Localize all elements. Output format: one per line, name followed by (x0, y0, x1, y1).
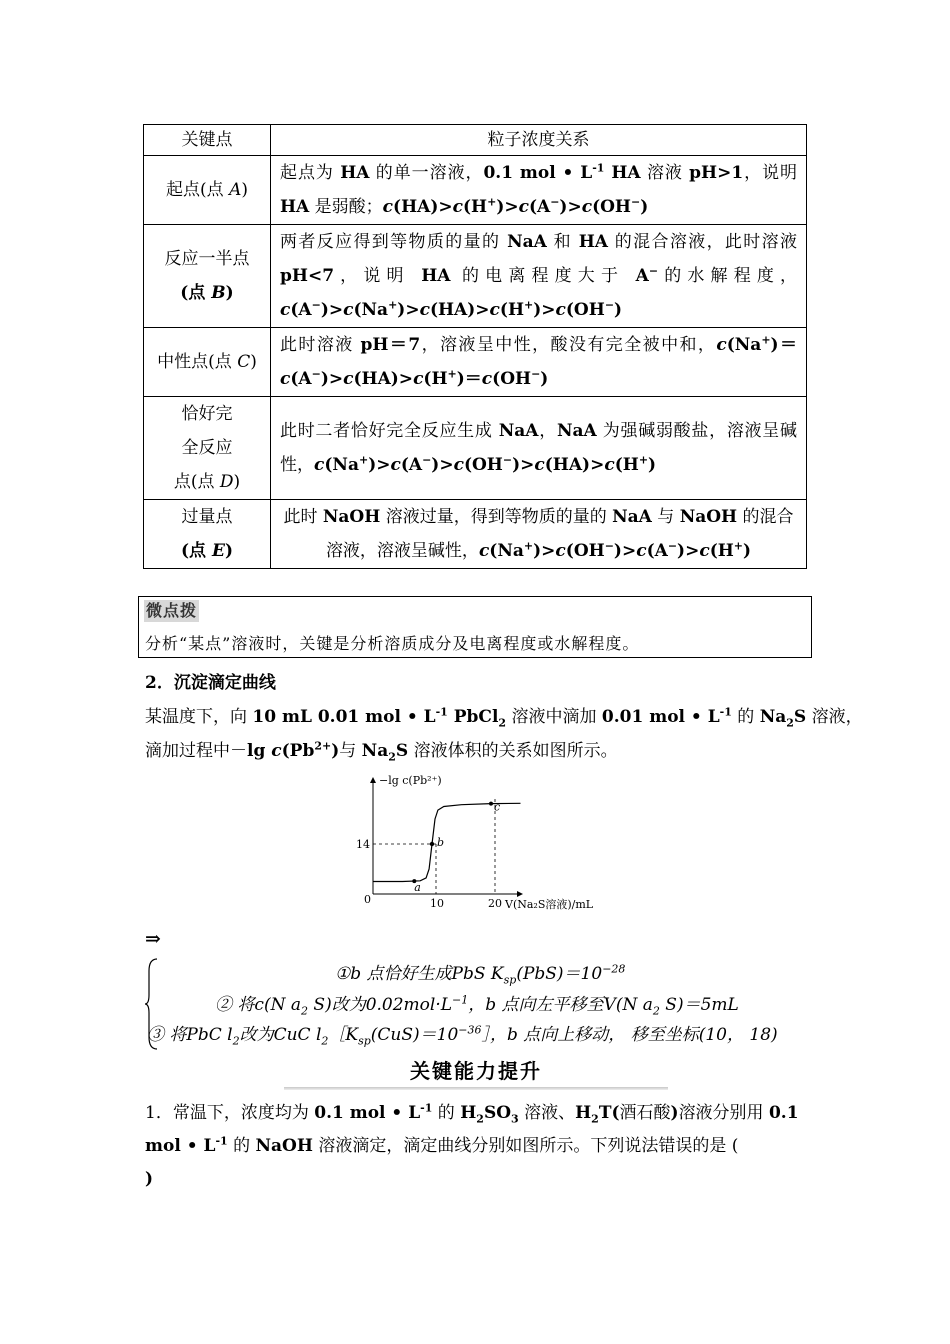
precipitation-titration-chart (350, 772, 610, 914)
derivation-block (145, 957, 810, 1051)
point-b-label: b (437, 836, 445, 849)
header-key: 关键点 (144, 125, 271, 156)
section-paragraph-line: 滴加过程中－lg $c(Pb^{2+})$与 $Na_2S$ 溶液体积的关系如图所示。 (145, 739, 618, 764)
banner-title: 关键能力提升 (410, 1059, 542, 1083)
point-b-marker (430, 842, 434, 846)
row-value: 此时 NaOH 溶液过量，得到等物质的量的 NaA 与 NaOH 的混合溶液，溶液呈碱性，c(Na+)>c(OH−)>c(A−)>c(H+) (271, 500, 807, 569)
tip-box (138, 596, 812, 658)
row-key: 起点(点 A) (144, 156, 271, 225)
derivation-line-2: ② 将c(N $a_2$ S)改为$0.02mol\cdot L^{-1}$，b 点向左平移至V(N $a_2$ S)＝5mL (215, 993, 739, 1018)
row-key: 过量点 (点 E) (144, 500, 271, 569)
section-title: 2．沉淀滴定曲线 (145, 673, 276, 693)
y-tick-label: 14 (356, 838, 370, 851)
tip-text: 分析“某点”溶液时，关键是分析溶质成分及电离程度或水解程度。 (145, 634, 640, 653)
x-axis-label: V(Na₂S溶液)/mL (505, 898, 594, 911)
row-value: 此时二者恰好完全反应生成 NaA，NaA 为强碱弱酸盐，溶液呈碱性，c(Na+)>c(A−)>c(OH−)>c(HA)>c(H+) (271, 397, 807, 500)
row-value: 起点为 HA 的单一溶液，0.1 mol • $L^{-1}$ HA 溶液 pH>1，说明 HA 是弱酸；c(HA)>c(H+)>c(A−)>c(OH−) (271, 156, 807, 225)
table-row (144, 225, 807, 328)
titration-curve (373, 800, 521, 881)
table-header-row (144, 125, 807, 156)
x-tick-label: 10 (430, 897, 444, 910)
banner-rule (284, 1087, 668, 1090)
x-tick-label: 20 (488, 897, 502, 910)
table-row (144, 500, 807, 569)
point-a-label: a (414, 881, 421, 895)
y-axis-label: −lg c(Pb²⁺) (379, 774, 442, 787)
point-c-label: c (494, 800, 501, 814)
question-line: 1．常温下，浓度均为 0.1 mol • $L^{-1}$ 的 $H_2SO_3$ 溶液、$H_2T$(酒石酸)溶液分别用 0.1 (145, 1101, 799, 1126)
question-line: ) (145, 1169, 154, 1189)
header-value: 粒子浓度关系 (271, 125, 807, 156)
section-banner (284, 1056, 668, 1090)
table-row (144, 397, 807, 500)
point-c-marker (489, 802, 493, 806)
derivation-line-1: ①b 点恰好生成PbS $K_{sp}(PbS)=10^{-28}$ (335, 962, 626, 987)
derivation-line-3: ③ 将PbC $l_2$改为CuC $l_2[K_{sp}(CuS)=10^{-36}]$，b 点向上移动， 移至坐标(10， 18) (147, 1023, 778, 1048)
tip-label: 微点拨 (146, 601, 198, 620)
row-value: 两者反应得到等物质的量的 NaA 和 HA 的混合溶液，此时溶液 pH<7，说明 HA 的电离程度大于 A−的水解程度，c(A−)>c(Na+)>c(HA)>c(H+)>c(OH−) (271, 225, 807, 328)
table-row (144, 328, 807, 397)
row-key: 中性点(点 C) (144, 328, 271, 397)
row-key: 恰好完 全反应 点(点 D) (144, 397, 271, 500)
row-key: 反应一半点 (点 B) (144, 225, 271, 328)
table-row (144, 156, 807, 225)
question-line: mol • $L^{-1}$ 的 NaOH 溶液滴定，滴定曲线分别如图所示。下列说法错误的是 ( (145, 1134, 739, 1156)
row-value: 此时溶液 pH＝7，溶液呈中性，酸没有完全被中和，c(Na+)＝c(A−)>c(HA)>c(H+)＝c(OH−) (271, 328, 807, 397)
origin-label: 0 (364, 893, 371, 906)
section-paragraph-line: 某温度下，向 10 mL 0.01 mol • $L^{-1}$ PbCl$_2$ 溶液中滴加 0.01 mol • $L^{-1}$ 的 $Na_2S$ 溶液， (145, 705, 863, 730)
particle-concentration-table (143, 124, 807, 569)
arrow-symbol: ⇒ (145, 928, 161, 950)
